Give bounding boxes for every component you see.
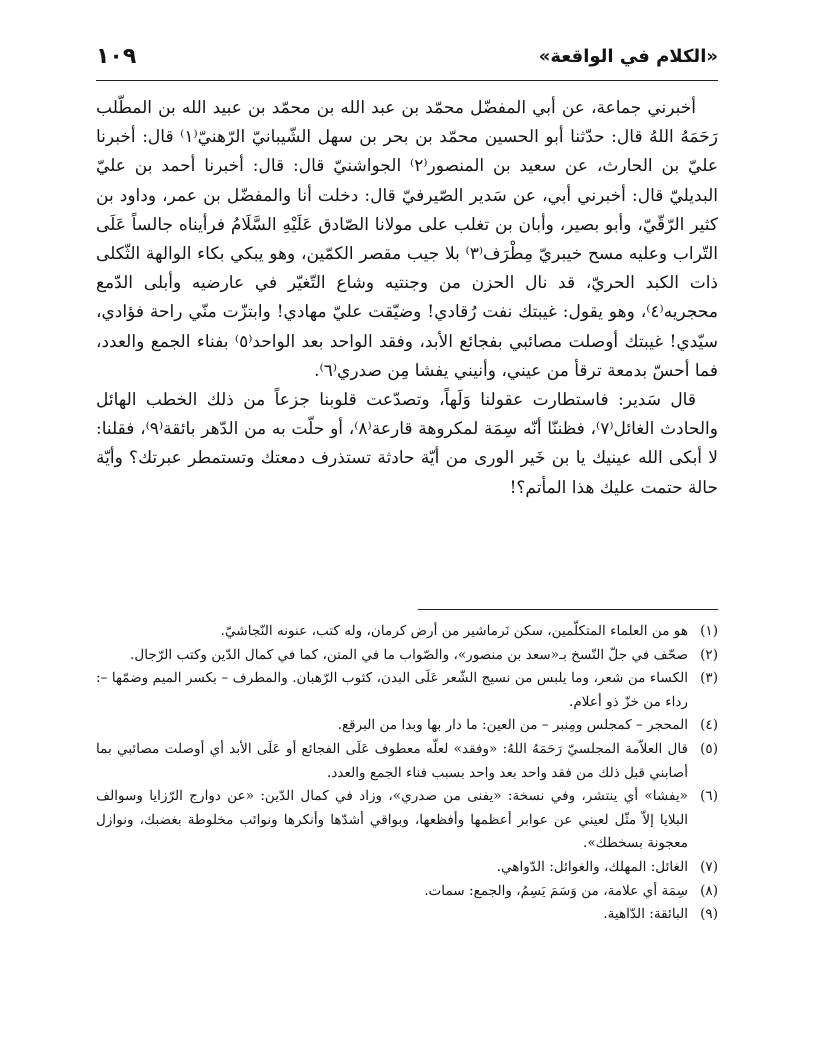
main-text [96, 94, 718, 503]
footnote-item [96, 714, 718, 738]
footnotes [96, 620, 718, 927]
footnote-text: سِمَة أي علامة، من وَسَمَ يَسِمُ، والجمع: سمات. [424, 882, 688, 899]
footnote-item [96, 880, 718, 904]
footnote-number: (٩) [700, 906, 718, 923]
footnote-number: (٦) [700, 788, 718, 805]
footnote-item [96, 644, 718, 668]
running-title: «الكلام في الواقعة» [538, 45, 718, 67]
footnote-text: المحجر – كمجلس ومِنبر – من العين: ما دار بها وبدا من البرقع. [337, 717, 688, 734]
footnote-number: (٢) [700, 646, 718, 663]
footnote-item [96, 620, 718, 644]
footnote-text: هو من العلماء المتكلّمين، سكن نَرماشير من أرض كرمان، وله كتب، عنونه النّجاشيّ. [220, 623, 688, 639]
footnote-text: «يفشا» أي ينتشر، وفي نسخة: «يفنى من صدري»، وزاد في كمال الدّين: «عن دوارج الرّزايا وسوالف البلايا إلاّ مثّل لعيني عن عوابر أعظمها وأفظعها، وبواقي أشدّها وأنكرها ونوائب مخلوطة بغضبك، ونوازل معجونة بسخطك». [96, 788, 688, 852]
footnote-rule [418, 609, 718, 610]
footnote-number: (٣) [700, 670, 718, 687]
footnote-text: الغائل: المهلك، والغوائل: الدّواهي. [496, 858, 688, 875]
footnote-number: (٨) [700, 882, 718, 899]
footnote-text: صحّف في جلّ النّسخ بـ«سعد بن منصور»، والصّواب ما في المتن، كما في كمال الدّين وكتب الرّجال. [130, 646, 688, 663]
footnote-item [96, 856, 718, 880]
paragraph-1: أخبرني جماعة، عن أبي المفضّل محمّد بن عبد الله بن محمّد بن عبيد الله بن المطّلب رَحَمَهُ اللهُ قال: حدّثنا أبو الحسين محمّد بن بحر بن سهل الشّيبانيّ الرّهنيّ⁽١⁾ قال: أخبرنا عليّ بن الحارث، عن سعيد بن المنصور⁽٢⁾ الجواشنيّ قال: قال: أخبرنا أحمد بن عليّ البديليّ قال: أخبرني أبي، عن سَدير الصّيرفيّ قال: دخلت أنا والمفضّل بن عمر، وداود بن كثير الرّقّيّ، وأبو بصير، وأبان بن تغلب على مولانا الصّادق عَلَيْهِ السَّلَامُ فرأيناه جالساً عَلَى التّراب وعليه مسح خيبريّ مِطْرَف⁽٣⁾ بلا جيب مقصر الكمّين، وهو يبكي بكاء الوالهة الثّكلى ذات الكبد الحريّ، قد نال الحزن من وجنتيه وشاع التّغيّر في عارضيه وأبلى الدّمع محجريه⁽٤⁾، وهو يقول: غيبتك نفت رُقادي! وضيّقت عليّ مهادي! وابتزّت منّي راحة فؤادي، سيّدي! غيبتك أوصلت مصائبي بفجائع الأبد، وفقد الواحد بعد الواحد⁽٥⁾ بفناء الجمع والعدد، فما أحسّ بدمعة ترقأ من عيني، وأنيني يفشا مِن صدري⁽٦⁾. [96, 98, 718, 381]
footnote-number: (١) [700, 623, 718, 639]
footnote-item [96, 785, 718, 856]
paragraph-2: قال سَدير: فاستطارت عقولنا وَلَهاً، وتصدّعت قلوبنا جزعاً من ذلك الخطب الهائل والحادث الغائل⁽٧⁾، فظننّا أنّه سِمَة لمكروهة قارعة⁽٨⁾، أو حلّت به من الدّهر بائقة⁽٩⁾، فقلنا: لا أبكى الله عينيك يا بن خَير الورى من أيّة حادثة تستذرف دمعتك وتستمطر عبرتك؟ وأيّة حالة حتمت عليك هذا المأتم؟! [96, 390, 718, 498]
footnote-number: (٤) [700, 717, 718, 734]
footnote-number: (٥) [700, 740, 718, 757]
footnote-item [96, 738, 718, 785]
footnote-text: قال العلاّمة المجلسيّ رَحَمَهُ اللهُ: «وفقد» لعلّه معطوف عَلَى الفجائع أو عَلَى الأبد أي أوصلت مصائبي بما أصابني قبل ذلك من فقد واحد بعد واحد بسبب فناء الجمع والعدد. [96, 740, 688, 781]
footnote-item [96, 903, 718, 927]
footnote-text: البائقة: الدّاهية. [603, 906, 688, 923]
header-rule [96, 80, 718, 81]
footnote-item [96, 667, 718, 714]
footnote-number: (٧) [700, 858, 718, 875]
footnote-text: الكساء من شعر، وما يلبس من نسيج الشّعر عَلَى البدن، كثوب الرّهبان. والمطرف – بكسر الميم وضمّها –: رداء من خزّ ذو أعلام. [96, 670, 688, 710]
running-header [96, 38, 718, 74]
page-number: ١٠٩ [96, 43, 137, 69]
